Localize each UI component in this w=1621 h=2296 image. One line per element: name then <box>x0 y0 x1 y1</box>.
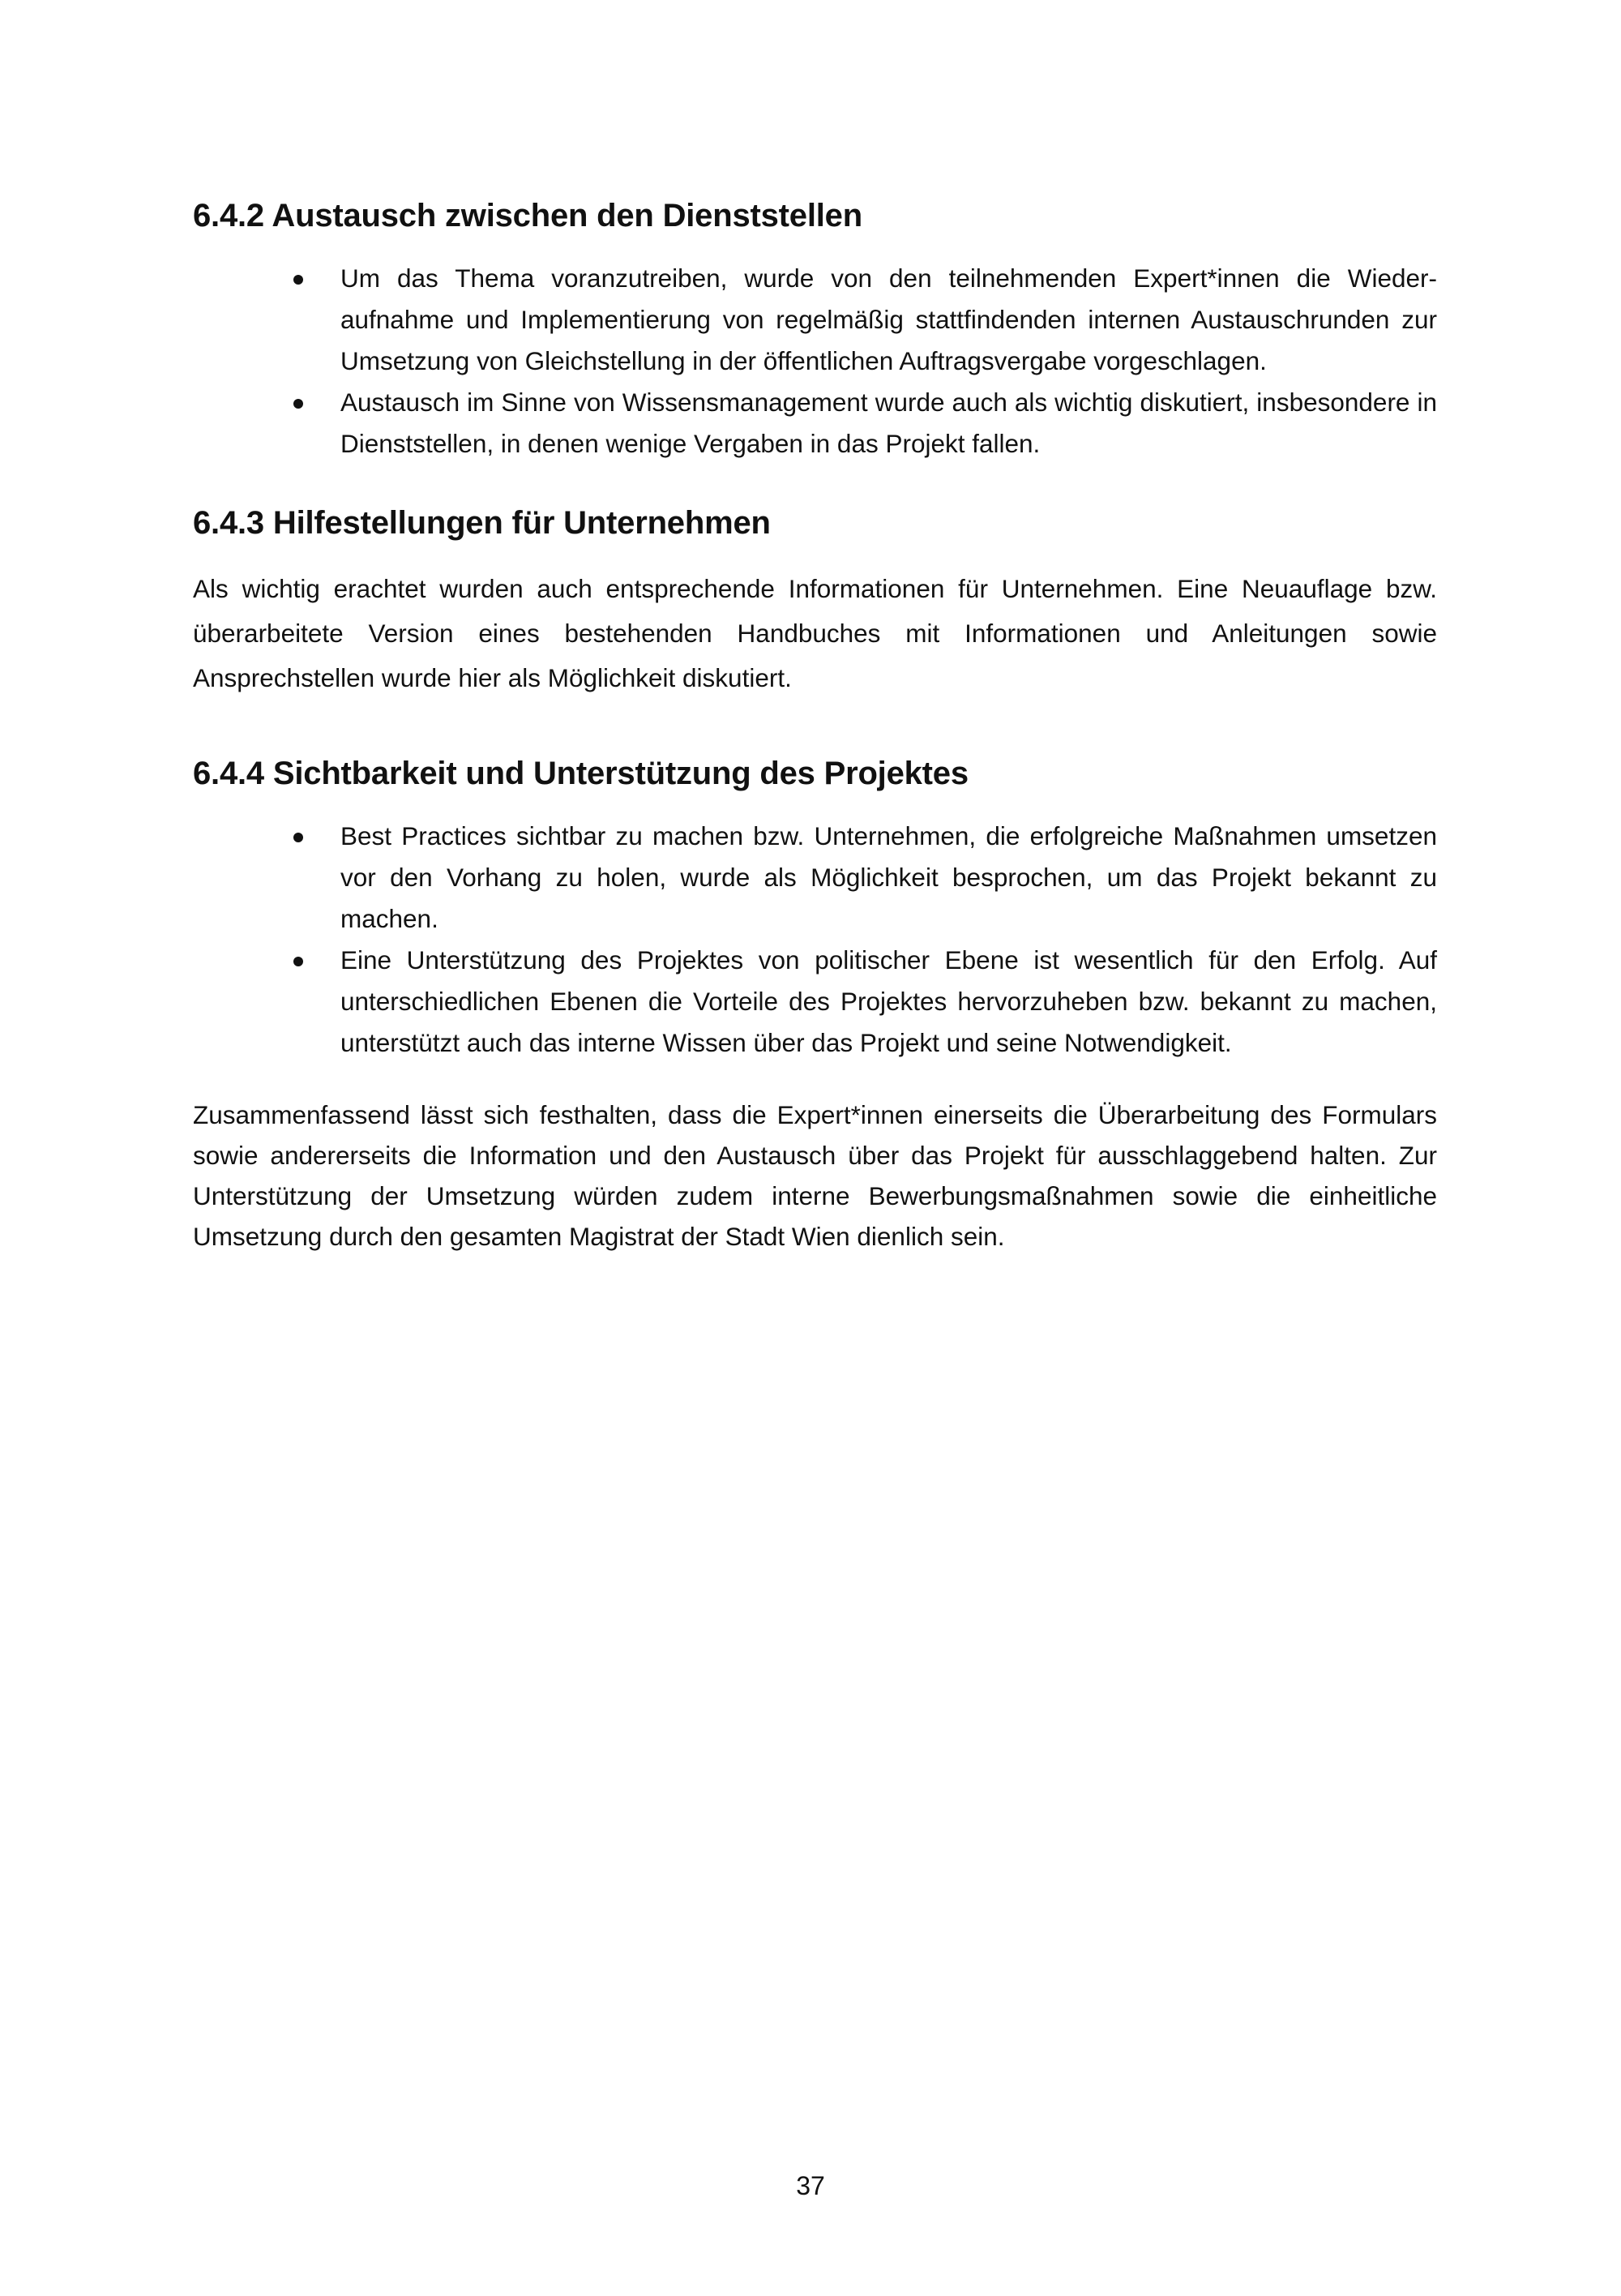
bullet-icon <box>293 399 303 409</box>
bullet-icon <box>293 833 303 842</box>
list-item <box>340 816 1437 940</box>
list-item-text: Austausch im Sinne von Wissensmanagement wurde auch als wichtig diskutiert, insbesondere in Dienststellen, in denen wenige Vergaben in das Projekt fallen. <box>340 388 1437 458</box>
bullet-list-6-4-2 <box>193 258 1437 465</box>
summary-paragraph: Zusammenfassend lässt sich festhalten, dass die Expert*innen einerseits die Überarbeitung des Formulars sowie andererseits die Information und den Austausch über das Projekt für ausschlaggebend halten. Zur Unterstützung der Umsetzung würden zudem interne Bewerbungsmaßnahmen sowie die einheitliche Umsetzung durch den gesamten Magistrat der Stadt Wien dienlich sein. <box>193 1100 1437 1251</box>
list-item-text: Best Practices sichtbar zu machen bzw. Unternehmen, die erfolgreiche Maßnahmen umsetzen vor den Vorhang zu holen, wurde als Möglichkeit besprochen, um das Projekt bekannt zu machen. <box>340 821 1437 933</box>
list-item <box>340 382 1437 465</box>
bullet-icon <box>293 957 303 966</box>
list-item <box>340 940 1437 1064</box>
section-paragraph-6-4-3: Als wichtig erachtet wurden auch entsprechende Informationen für Unternehmen. Eine Neuauflage bzw. überarbeitete Version eines bestehenden Handbuches mit Informationen und Anleitungen sowie Ansprechstellen wurde hier als Möglichkeit diskutiert. <box>193 574 1437 692</box>
list-item-text: Eine Unterstützung des Projektes von politischer Ebene ist wesentlich für den Erfolg. Auf unterschiedlichen Ebenen die Vorteile des Projektes hervorzuheben bzw. bekannt zu machen, unterstützt auch das interne Wissen über das Projekt und seine Notwendigkeit. <box>340 945 1437 1057</box>
page-content <box>193 195 1437 1257</box>
page-number: 37 <box>796 2171 825 2200</box>
list-item-text: Um das Thema voranzutreiben, wurde von den teilnehmenden Expert*innen die Wiederaufnahme und Implementierung von regelmäßig stattfindenden internen Austauschrunden zur Umsetzung von Gleichstellung in der öffentlichen Auftragsvergabe vorgeschlagen. <box>340 263 1437 375</box>
bullet-icon <box>293 275 303 285</box>
section-heading-6-4-4: 6.4.4 Sichtbarkeit und Unterstützung des Projektes <box>193 756 969 791</box>
section-heading-6-4-3: 6.4.3 Hilfestellungen für Unternehmen <box>193 505 771 541</box>
bullet-list-6-4-4 <box>193 816 1437 1064</box>
section-heading-6-4-2: 6.4.2 Austausch zwischen den Dienststellen <box>193 198 862 233</box>
list-item <box>340 258 1437 382</box>
